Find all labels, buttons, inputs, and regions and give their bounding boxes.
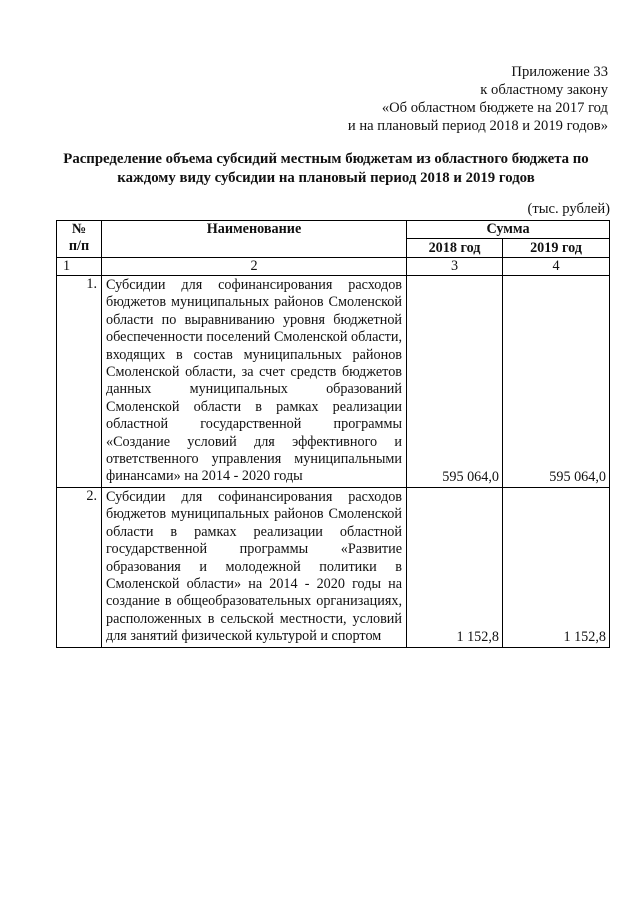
document-title <box>40 150 612 188</box>
row-name: Субсидии для софинансирования расходов бюджетов муниципальных районов Смоленской области по выравниванию уровня бюджетной обеспеченности поселений Смоленской области, входящих в состав муниципальных районов Смоленской области, за счет средств бюджетов данных муниципальных образований Смоленской области в рамках реализации областной государственной программы «Создание условий для эффективного и ответственного управления муниципальными финансами» на 2014 - 2020 годы <box>102 276 407 488</box>
column-index-cell: 3 <box>407 258 503 276</box>
header-year-2018: 2018 год <box>407 239 503 258</box>
appendix-header <box>348 63 608 135</box>
column-index-row <box>57 258 610 276</box>
row-number: 1. <box>57 276 102 488</box>
row-number: 2. <box>57 487 102 647</box>
appendix-number: Приложение 33 <box>511 64 608 80</box>
header-number-label: п/п <box>68 238 90 254</box>
row-amount-2019: 595 064,0 <box>503 276 610 488</box>
row-name: Субсидии для софинансирования расходов бюджетов муниципальных районов Смоленской области в рамках реализации областной государственной программы «Развитие образования и молодежной политики в Смоленской области» на 2014 - 2020 годы на создание в общеобразовательных организациях, расположенных в сельской местности, условий для занятий физической культурой и спортом <box>102 487 407 647</box>
table-row <box>57 276 610 488</box>
title-line-2: каждому виду субсидии на плановый период 2018 и 2019 годов <box>117 170 535 186</box>
appendix-law-title: «Об областном бюджете на 2017 год <box>381 100 608 116</box>
row-amount-2019: 1 152,8 <box>503 487 610 647</box>
appendix-law-ref: к областному закону <box>480 82 608 98</box>
units-label: (тыс. рублей) <box>527 201 610 217</box>
subsidy-table <box>56 220 610 648</box>
row-amount-2018: 1 152,8 <box>407 487 503 647</box>
header-number-cell <box>57 221 102 258</box>
table-row <box>57 487 610 647</box>
header-year-2019: 2019 год <box>503 239 610 258</box>
header-number-symbol: № <box>71 221 87 237</box>
row-amount-2018: 595 064,0 <box>407 276 503 488</box>
title-line-1: Распределение объема субсидий местным бюджетам из областного бюджета по <box>63 151 589 167</box>
column-index-cell: 1 <box>57 258 102 276</box>
header-sum: Сумма <box>407 221 610 239</box>
column-index-cell: 4 <box>503 258 610 276</box>
column-index-cell: 2 <box>102 258 407 276</box>
appendix-law-period: и на плановый период 2018 и 2019 годов» <box>347 118 608 134</box>
header-name: Наименование <box>102 221 407 258</box>
